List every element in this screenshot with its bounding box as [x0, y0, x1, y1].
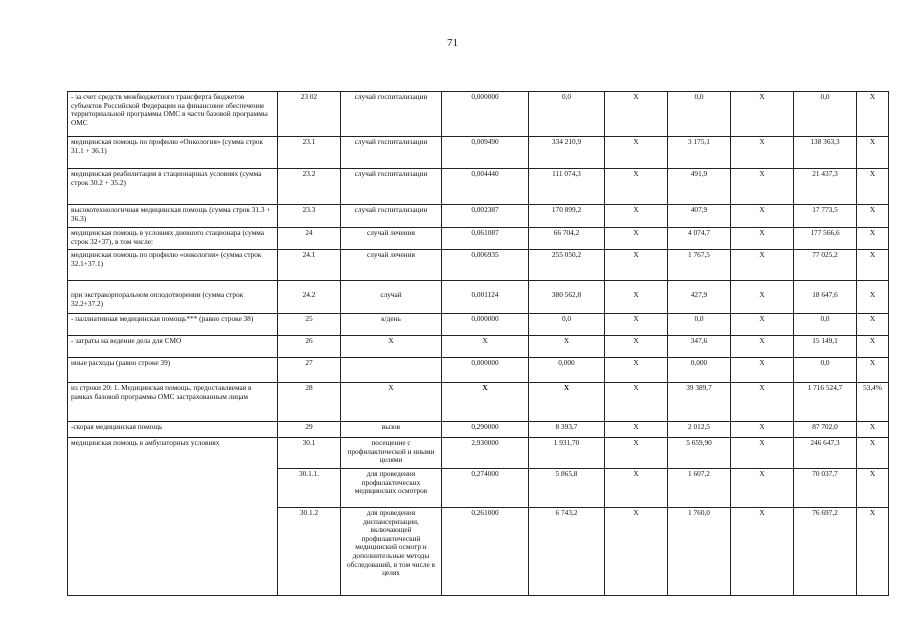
row-unit: случай госпитализации	[341, 169, 442, 205]
cell-v1: 0,000000	[442, 92, 529, 137]
row-name: высокотехнологичная медицинская помощь (сумма строк 31.3 + 36.3)	[68, 205, 278, 228]
cell-v4: 1 767,5	[668, 250, 731, 281]
cell-v2: 0,000	[529, 358, 605, 383]
row-code: 23.2	[278, 169, 341, 205]
row-code: 30.1	[278, 438, 341, 469]
cell-v3: X	[605, 314, 668, 336]
cell-v4: 1 760,0	[668, 508, 731, 596]
cell-v1: 0,000000	[442, 358, 529, 383]
row-code: 30.1.1.	[278, 469, 341, 508]
cell-v1: 0,002387	[442, 205, 529, 228]
cell-v7: X	[857, 336, 889, 358]
row-unit: X	[341, 336, 442, 358]
cell-v5: X	[731, 169, 794, 205]
table-row	[68, 281, 889, 314]
cell-v6: 70 037,7	[794, 469, 857, 508]
cell-v2: 0,0	[529, 314, 605, 336]
table-row	[68, 92, 889, 137]
cell-v5: X	[731, 314, 794, 336]
row-name: иные расходы (равно строке 39)	[68, 358, 278, 383]
cell-v5: X	[731, 383, 794, 422]
cell-v5: X	[731, 422, 794, 438]
cell-v4: 4 074,7	[668, 228, 731, 250]
cell-v3: X	[605, 228, 668, 250]
row-name: медицинская реабилитация в стационарных условиях (сумма строк 30.2 + 35.2)	[68, 169, 278, 205]
table-row	[68, 250, 889, 281]
cell-v4: 39 389,7	[668, 383, 731, 422]
row-name: медицинская помощь в условиях дневного стационара (сумма строк 32+37), в том числе:	[68, 228, 278, 250]
cell-v4: 347,6	[668, 336, 731, 358]
table-row	[68, 358, 889, 383]
cell-v1: 0,290000	[442, 422, 529, 438]
row-unit: X	[341, 383, 442, 422]
cell-v5: X	[731, 92, 794, 137]
cell-v3: X	[605, 438, 668, 469]
row-code: 23.1	[278, 137, 341, 169]
row-unit: посещение с профилактической и иными целями	[341, 438, 442, 469]
row-unit: к/день	[341, 314, 442, 336]
row-code: 23.3	[278, 205, 341, 228]
cell-v2: 6 743,2	[529, 508, 605, 596]
cell-v3: X	[605, 250, 668, 281]
cell-v7: X	[857, 137, 889, 169]
cell-v1: 0,061087	[442, 228, 529, 250]
cell-v5: X	[731, 205, 794, 228]
cell-v5: X	[731, 508, 794, 596]
row-unit: случай	[341, 281, 442, 314]
cell-v1: 0,006935	[442, 250, 529, 281]
cell-v6: 77 025,2	[794, 250, 857, 281]
cell-v1: 0,274000	[442, 469, 529, 508]
row-unit: случай лечения	[341, 250, 442, 281]
row-name: - за счет средств межбюджетного трансферта бюджетов субъектов Российской Федерации на финансовое обеспечение территориальной программы ОМС в части базовой программы ОМС	[68, 92, 278, 137]
cell-v3: X	[605, 169, 668, 205]
cell-v6: 177 566,6	[794, 228, 857, 250]
cell-v6: 0,0	[794, 92, 857, 137]
cell-v4: 0,000	[668, 358, 731, 383]
cell-v3: X	[605, 281, 668, 314]
row-code: 25	[278, 314, 341, 336]
cell-v6: 1 716 524,7	[794, 383, 857, 422]
row-code: 24	[278, 228, 341, 250]
row-name: -скорая медицинская помощь	[68, 422, 278, 438]
cell-v5: X	[731, 358, 794, 383]
cell-v3: X	[605, 469, 668, 508]
cell-v4: 407,9	[668, 205, 731, 228]
row-name: из строки 20: 1. Медицинская помощь, предоставляемая в рамках базовой программы ОМС застрахованным лицам	[68, 383, 278, 422]
cell-v5: X	[731, 469, 794, 508]
row-unit: для проведения диспансеризации, включающей профилактический медицинский осмотр и дополнительные методы обследований, в том числе в целях	[341, 508, 442, 596]
row-code: 23 02	[278, 92, 341, 137]
row-code: 27	[278, 358, 341, 383]
cell-v2: 1 931,70	[529, 438, 605, 469]
page-number: 71	[447, 37, 458, 49]
table-row	[68, 314, 889, 336]
cell-v5: X	[731, 250, 794, 281]
cell-v1: X	[442, 336, 529, 358]
row-name: при экстракорпоральном оплодотворении (сумма строк 32.2+37.2)	[68, 281, 278, 314]
table-row	[68, 383, 889, 422]
oms-cost-table	[67, 91, 889, 596]
cell-v6: 87 702,0	[794, 422, 857, 438]
row-code: 26	[278, 336, 341, 358]
cell-v4: 2 012,5	[668, 422, 731, 438]
cell-v6: 18 647,6	[794, 281, 857, 314]
cell-v4: 0,0	[668, 92, 731, 137]
cell-v6: 76 697,2	[794, 508, 857, 596]
cell-v7: X	[857, 508, 889, 596]
cell-v3: X	[605, 336, 668, 358]
table-row	[68, 228, 889, 250]
cell-v5: X	[731, 438, 794, 469]
cell-v5: X	[731, 228, 794, 250]
cell-v1: X	[442, 383, 529, 422]
cell-v2: 170 899,2	[529, 205, 605, 228]
ambulatory-name: медицинская помощь в амбулаторных условиях	[68, 438, 278, 596]
row-name: - затраты на ведение дела для СМО	[68, 336, 278, 358]
cell-v6: 17 773,5	[794, 205, 857, 228]
cell-v6: 15 149,1	[794, 336, 857, 358]
cell-v2: 380 562,8	[529, 281, 605, 314]
cell-v4: 3 175,1	[668, 137, 731, 169]
cell-v7: X	[857, 205, 889, 228]
cell-v1: 0,000000	[442, 314, 529, 336]
cell-v1: 2,930000	[442, 438, 529, 469]
row-unit: для проведения профилактических медицинских осмотров	[341, 469, 442, 508]
row-code: 28	[278, 383, 341, 422]
cell-v7: X	[857, 438, 889, 469]
row-name: - паллиативная медицинская помощь*** (равно строке 38)	[68, 314, 278, 336]
table-row	[68, 422, 889, 438]
cell-v7: X	[857, 228, 889, 250]
cell-v2: 255 050,2	[529, 250, 605, 281]
cell-v3: X	[605, 205, 668, 228]
cell-v4: 5 659,90	[668, 438, 731, 469]
cell-v1: 0,009490	[442, 137, 529, 169]
table-row	[68, 438, 889, 469]
cell-v6: 246 647,3	[794, 438, 857, 469]
cell-v3: X	[605, 137, 668, 169]
cell-v7: X	[857, 169, 889, 205]
row-name: медицинская помощь по профилю «онкология» (сумма строк 32.1+37.1)	[68, 250, 278, 281]
cell-v1: 0,001124	[442, 281, 529, 314]
cell-v3: X	[605, 508, 668, 596]
row-unit: случай госпитализации	[341, 205, 442, 228]
cell-v7: X	[857, 250, 889, 281]
cell-v5: X	[731, 336, 794, 358]
cell-v4: 427,9	[668, 281, 731, 314]
row-unit: случай госпитализации	[341, 137, 442, 169]
cell-v2: 5 865,8	[529, 469, 605, 508]
cell-v1: 0,004440	[442, 169, 529, 205]
table-row	[68, 205, 889, 228]
table-row	[68, 169, 889, 205]
table-row	[68, 336, 889, 358]
cell-v5: X	[731, 281, 794, 314]
cell-v3: X	[605, 92, 668, 137]
table-row	[68, 137, 889, 169]
cell-v7: X	[857, 92, 889, 137]
cell-v2: X	[529, 336, 605, 358]
cell-v7: X	[857, 314, 889, 336]
cell-v7: X	[857, 469, 889, 508]
cell-v4: 0,0	[668, 314, 731, 336]
cell-v6: 0,0	[794, 314, 857, 336]
cell-v2: 66 704,2	[529, 228, 605, 250]
row-code: 24.2	[278, 281, 341, 314]
cell-v2: 0,0	[529, 92, 605, 137]
row-name: медицинская помощь по профилю «Онкология» (сумма строк 31.1 + 36.1)	[68, 137, 278, 169]
row-code: 29	[278, 422, 341, 438]
cell-v6: 21 437,3	[794, 169, 857, 205]
cell-v7: X	[857, 358, 889, 383]
row-unit	[341, 358, 442, 383]
cell-v5: X	[731, 137, 794, 169]
cell-v2: 111 074,3	[529, 169, 605, 205]
cell-v6: 138 363,3	[794, 137, 857, 169]
cell-v4: 491,9	[668, 169, 731, 205]
row-code: 30.1.2	[278, 508, 341, 596]
row-code: 24.1	[278, 250, 341, 281]
cell-v7: 53,4%	[857, 383, 889, 422]
row-unit: случай лечения	[341, 228, 442, 250]
cell-v2: 334 210,9	[529, 137, 605, 169]
cell-v3: X	[605, 383, 668, 422]
cell-v1: 0,261000	[442, 508, 529, 596]
cell-v4: 1 607,2	[668, 469, 731, 508]
row-unit: вызов	[341, 422, 442, 438]
cell-v7: X	[857, 281, 889, 314]
cell-v3: X	[605, 422, 668, 438]
cell-v2: X	[529, 383, 605, 422]
cell-v3: X	[605, 358, 668, 383]
cell-v6: 0,0	[794, 358, 857, 383]
row-unit: случай госпитализации	[341, 92, 442, 137]
cell-v2: 8 393,7	[529, 422, 605, 438]
cell-v7: X	[857, 422, 889, 438]
